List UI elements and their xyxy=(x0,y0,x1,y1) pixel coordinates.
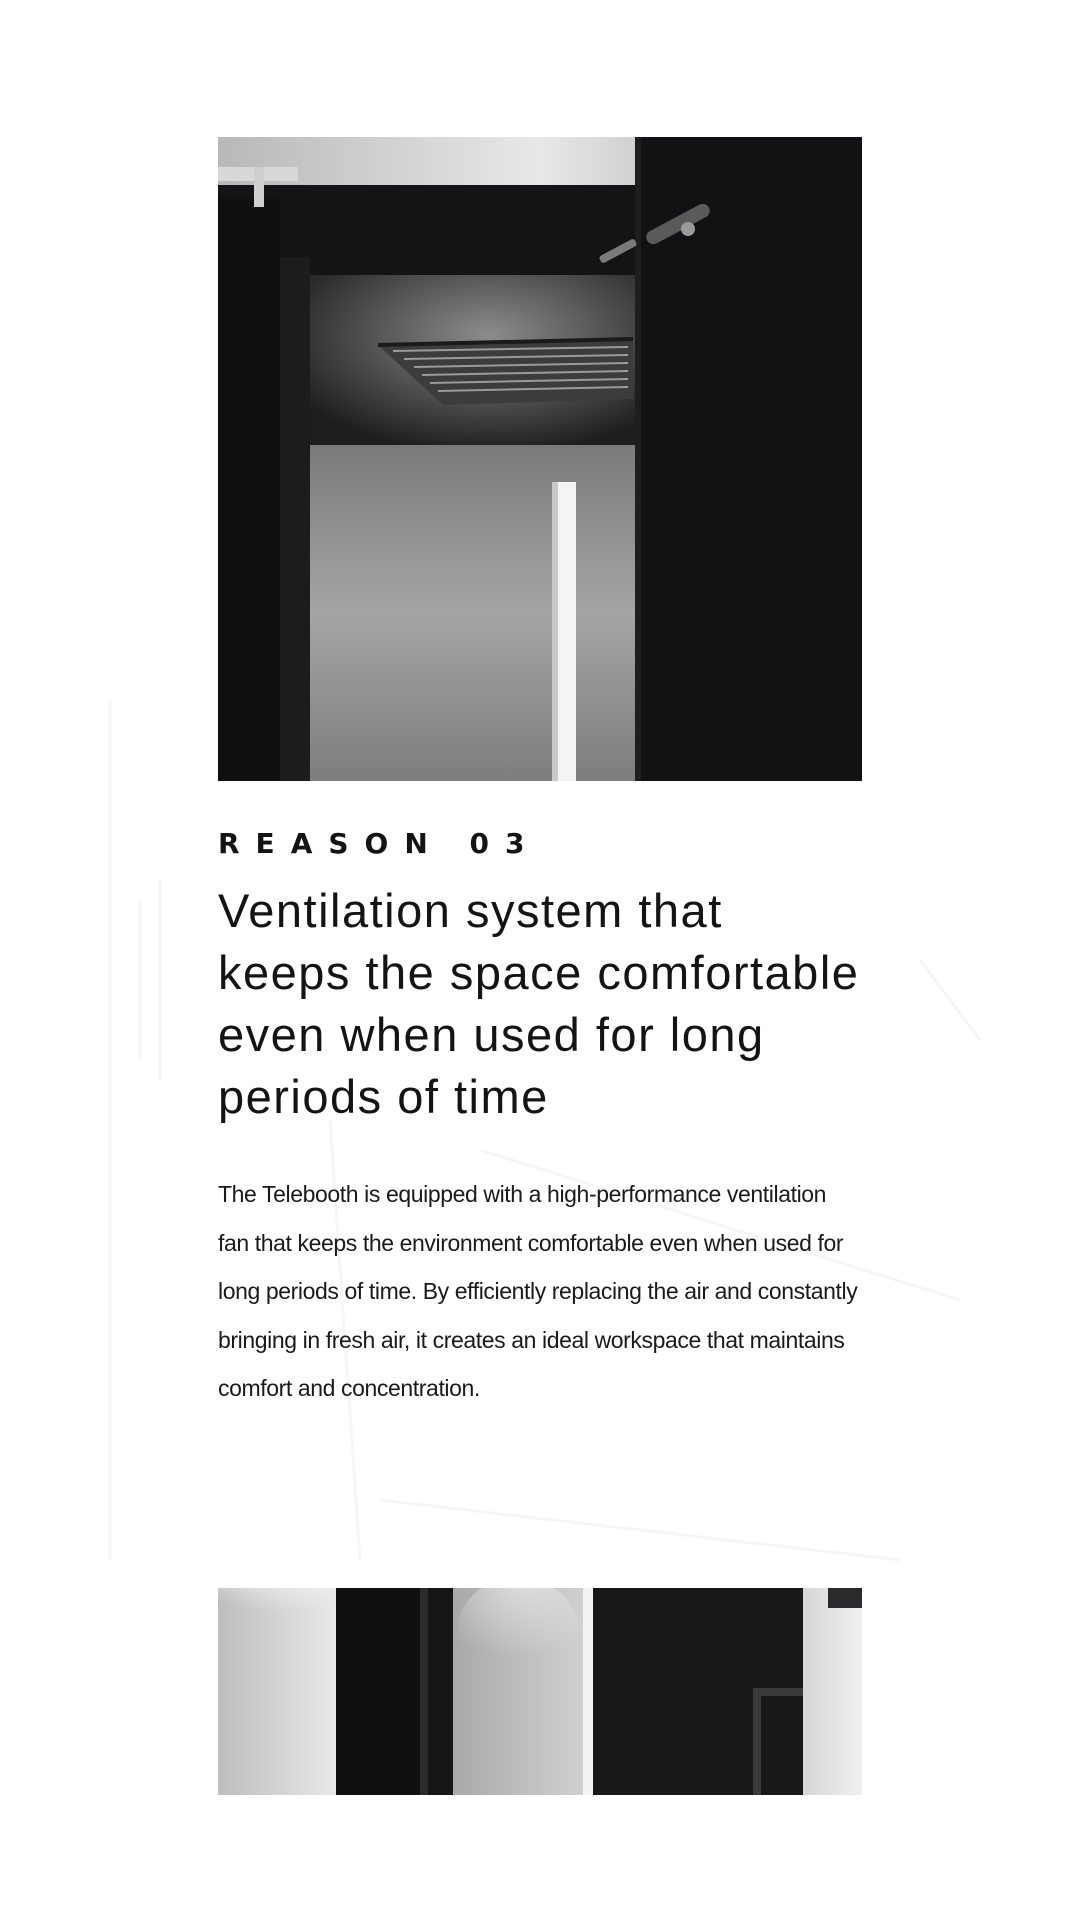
booth-interior-photo xyxy=(218,137,862,781)
section-heading: Ventilation system that keeps the space comfortable even when used for long periods of time xyxy=(218,884,860,1123)
section-description: The Telebooth is equipped with a high-performance ventilation fan that keeps the environment comfortable even when used for long periods of time. By efficiently replacing the air and constantly bringing in fresh air, it creates an ideal workspace that maintains comfort and concentration. xyxy=(218,1181,858,1401)
section-eyebrow: REASON 03 xyxy=(218,827,541,860)
booth-exterior-photo xyxy=(218,1588,862,1795)
